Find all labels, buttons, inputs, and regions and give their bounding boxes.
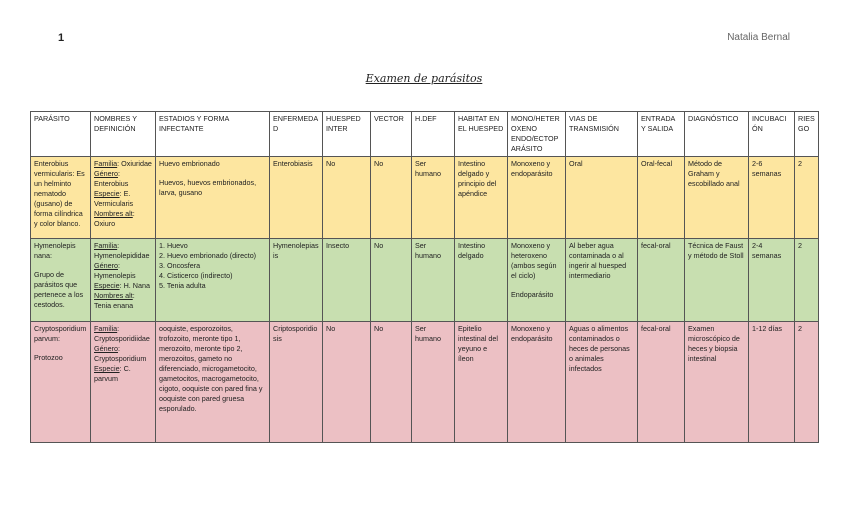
taxonomy-label: Especie [94,189,120,198]
table-cell: Técnica de Faust y método de Stoll [685,239,749,322]
table-row [31,239,819,322]
column-header: RIESGO [795,112,819,157]
taxonomy-label: Especie [94,364,120,373]
table-cell: 2 [795,322,819,443]
taxonomy-value: Hymenolepis [94,271,136,280]
table-cell: Epitelio intestinal del yeyuno e íleon [455,322,508,443]
taxonomy-value: Oxiuro [94,219,116,228]
table-cell: Ser humano [412,157,455,239]
author-name: Natalia Bernal [727,32,790,43]
parasite-table [30,111,819,443]
taxonomy-label: Nombres alt [94,291,133,300]
table-header-row [31,112,819,157]
table-cell: Intestino delgado [455,239,508,322]
table-cell: No [371,322,412,443]
cell-text: Hymenolepis nana: [34,241,76,260]
table-body [31,157,819,443]
table-row [31,157,819,239]
table-cell [156,239,270,322]
table-cell: Familia: Oxiuridae Género: Enterobius Especie: E. Vermicularis Nombres alt: Oxiuro [91,157,156,239]
taxonomy-label: Especie [94,281,120,290]
column-header: HABITAT EN EL HUESPED [455,112,508,157]
taxonomy-value: Enterobius [94,179,129,188]
table-cell: 2 [795,157,819,239]
column-header: INCUBACIÓN [749,112,795,157]
page-number: 1 [58,32,65,44]
table-cell [508,322,566,443]
taxonomy-value: Tenia enana [94,301,134,310]
table-cell: No [371,157,412,239]
taxonomy-value: C. parvum [94,364,131,383]
cell-text: 1. Huevo [159,241,188,250]
cell-text: Monoxeno y endoparásito [511,159,553,178]
column-header: VECTOR [371,112,412,157]
cell-text [34,261,87,270]
table-cell: Oral-fecal [638,157,685,239]
table-cell: 2-6 semanas [749,157,795,239]
table-cell: Método de Graham y escobillado anal [685,157,749,239]
cell-text: Enterobius vermicularis: Es un helminto nematodo (gusano) de forma cilíndrica y color blanco. [34,159,85,228]
table-cell: No [323,322,371,443]
taxonomy-label: Familia [94,241,118,250]
table-cell: Hymenolepiasis [270,239,323,322]
column-header: HUESPED INTER [323,112,371,157]
cell-text: 4. Cisticerco (indirecto) [159,271,233,280]
taxonomy-label: Género [94,261,118,270]
cell-text: Protozoo [34,353,63,362]
table-cell: fecal-oral [638,239,685,322]
table-cell [156,157,270,239]
table-cell: Aguas o alimentos contaminados o heces de personas o animales infectados [566,322,638,443]
taxonomy-value: Cryptosporidiidae [94,334,150,343]
table-cell: Enterobiasis [270,157,323,239]
taxonomy-label: Familia [94,324,118,333]
cell-text: 3. Oncosfera [159,261,201,270]
taxonomy-value: Oxiuridae [121,159,152,168]
taxonomy-value: E. Vermicularis [94,189,134,208]
table-cell [156,322,270,443]
cell-text: Cryptosporidium parvum: [34,324,87,343]
table-cell: 2 [795,239,819,322]
table-cell [508,157,566,239]
cell-text: Huevos, huevos embrionados, larva, gusano [159,178,257,197]
taxonomy-value: Cryptosporidium [94,354,147,363]
cell-text: Huevo embrionado [159,159,220,168]
cell-text: Grupo de parásitos que pertenece a los cestodos. [34,270,84,309]
cell-text [511,281,562,290]
cell-text: 5. Tenia adulta [159,281,206,290]
column-header: MONO/HETEROXENO ENDO/ECTOPARÁSITO [508,112,566,157]
table-cell [31,157,91,239]
column-header: H.DEF [412,112,455,157]
table-cell: Criptosporidiosis [270,322,323,443]
table-cell: No [323,157,371,239]
table-cell: Familia: Hymenolepididae Género: Hymenolepis Especie: H. Nana Nombres alt: Tenia enana [91,239,156,322]
table-cell [31,322,91,443]
cell-text: ooquiste, esporozoitos, trofozoito, meronte tipo 1, merozoito, meronte tipo 2, merozoitos, gameto no diferenciado, microgametocito, gametocitos, macrogametocito, cigoto, ooquiste con pared fina y ooquiste con pared gruesa esporulado. [159,324,263,413]
taxonomy-label: Género [94,169,118,178]
cell-text: Monoxeno y heteroxeno (ambos según el ciclo) [511,241,557,280]
cell-text [159,169,266,178]
table-cell: No [371,239,412,322]
table-cell: 2-4 semanas [749,239,795,322]
table-cell: Familia: Cryptosporidiidae Género: Cryptosporidium Especie: C. parvum [91,322,156,443]
cell-text: 2. Huevo embrionado (directo) [159,251,257,260]
column-header: NOMBRES Y DEFINICIÓN [91,112,156,157]
cell-text: Endoparásito [511,290,554,299]
table-cell: 1-12 días [749,322,795,443]
table-cell: fecal-oral [638,322,685,443]
table-cell [508,239,566,322]
table-cell: Examen microscópico de heces y biopsia intestinal [685,322,749,443]
table-cell: Ser humano [412,239,455,322]
cell-text [34,344,87,353]
column-header: VIAS DE TRANSMISIÓN [566,112,638,157]
cell-text: Monoxeno y endoparásito [511,324,553,343]
column-header: ENFERMEDAD [270,112,323,157]
taxonomy-label: Nombres alt [94,209,133,218]
table-cell: Ser humano [412,322,455,443]
taxonomy-label: Género [94,344,118,353]
table-cell: Al beber agua contaminada o al ingerir al huesped intermediario [566,239,638,322]
column-header: DIAGNÓSTICO [685,112,749,157]
column-header: ENTRADA Y SALIDA [638,112,685,157]
table-row [31,322,819,443]
table-cell [31,239,91,322]
table-cell: Insecto [323,239,371,322]
page-title: Examen de parásitos [365,72,483,85]
column-header: ESTADIOS Y FORMA INFECTANTE [156,112,270,157]
taxonomy-label: Familia [94,159,118,168]
taxonomy-value: H. Nana [123,281,150,290]
column-header: PARÁSITO [31,112,91,157]
table-cell: Oral [566,157,638,239]
table-cell: Intestino delgado y principio del apéndice [455,157,508,239]
taxonomy-value: Hymenolepididae [94,251,150,260]
